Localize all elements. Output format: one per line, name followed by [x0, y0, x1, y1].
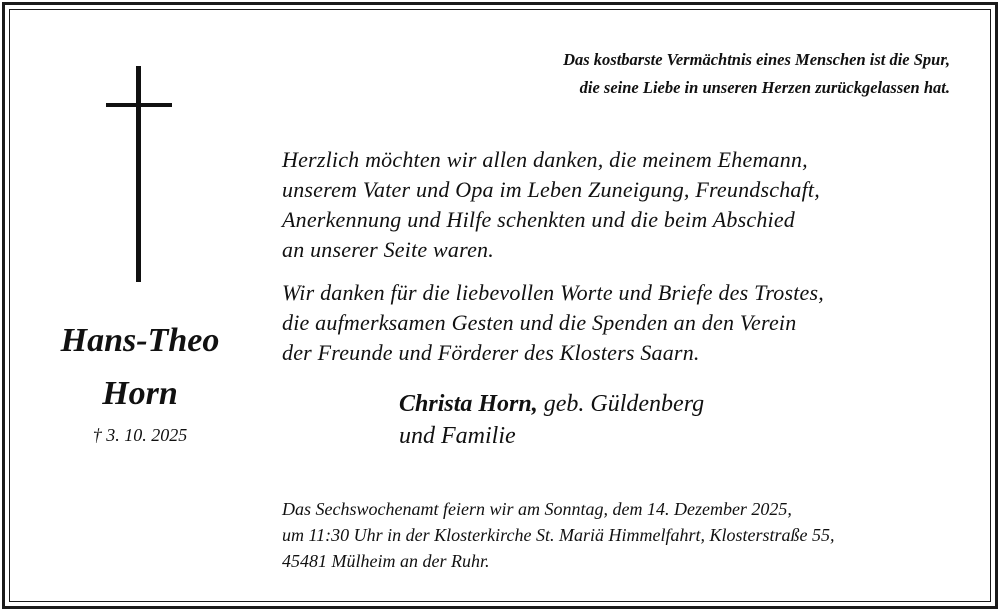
thanks-paragraph-2	[282, 278, 922, 368]
text-line: Herzlich möchten wir allen danken, die meinem Ehemann,	[282, 147, 808, 172]
quote-line: die seine Liebe in unseren Herzen zurückgelassen hat.	[579, 78, 950, 97]
signature-maiden-name: geb. Güldenberg	[537, 391, 705, 417]
service-line: 45481 Mülheim an der Ruhr.	[282, 551, 490, 571]
signature-name: Christa Horn,	[399, 391, 538, 417]
signature-family: und Familie	[399, 423, 516, 449]
signature-block	[399, 388, 899, 452]
text-line: an unserer Seite waren.	[282, 237, 494, 262]
service-line: Das Sechswochenamt feiern wir am Sonntag, dem 14. Dezember 2025,	[282, 499, 792, 519]
text-line: unserem Vater und Opa im Leben Zuneigung, Freundschaft,	[282, 177, 820, 202]
text-line: Wir danken für die liebevollen Worte und Briefe des Trostes,	[282, 280, 824, 305]
text-line: die aufmerksamen Gesten und die Spenden an den Verein	[282, 310, 797, 335]
deceased-last-name: Horn	[102, 375, 178, 412]
signature-line	[399, 388, 899, 420]
memorial-quote	[330, 46, 950, 102]
deceased-first-name: Hans-Theo	[60, 322, 220, 359]
thanks-paragraph-1	[282, 145, 922, 265]
service-announcement	[282, 496, 942, 574]
quote-line: Das kostbarste Vermächtnis eines Menschen ist die Spur,	[563, 50, 950, 69]
death-date: † 3. 10. 2025	[92, 425, 188, 445]
text-line: Anerkennung und Hilfe schenkten und die beim Abschied	[282, 207, 796, 232]
text-line: der Freunde und Förderer des Klosters Saarn.	[282, 340, 700, 365]
cross-icon	[106, 66, 172, 282]
service-line: um 11:30 Uhr in der Klosterkirche St. Mariä Himmelfahrt, Klosterstraße 55,	[282, 525, 835, 545]
